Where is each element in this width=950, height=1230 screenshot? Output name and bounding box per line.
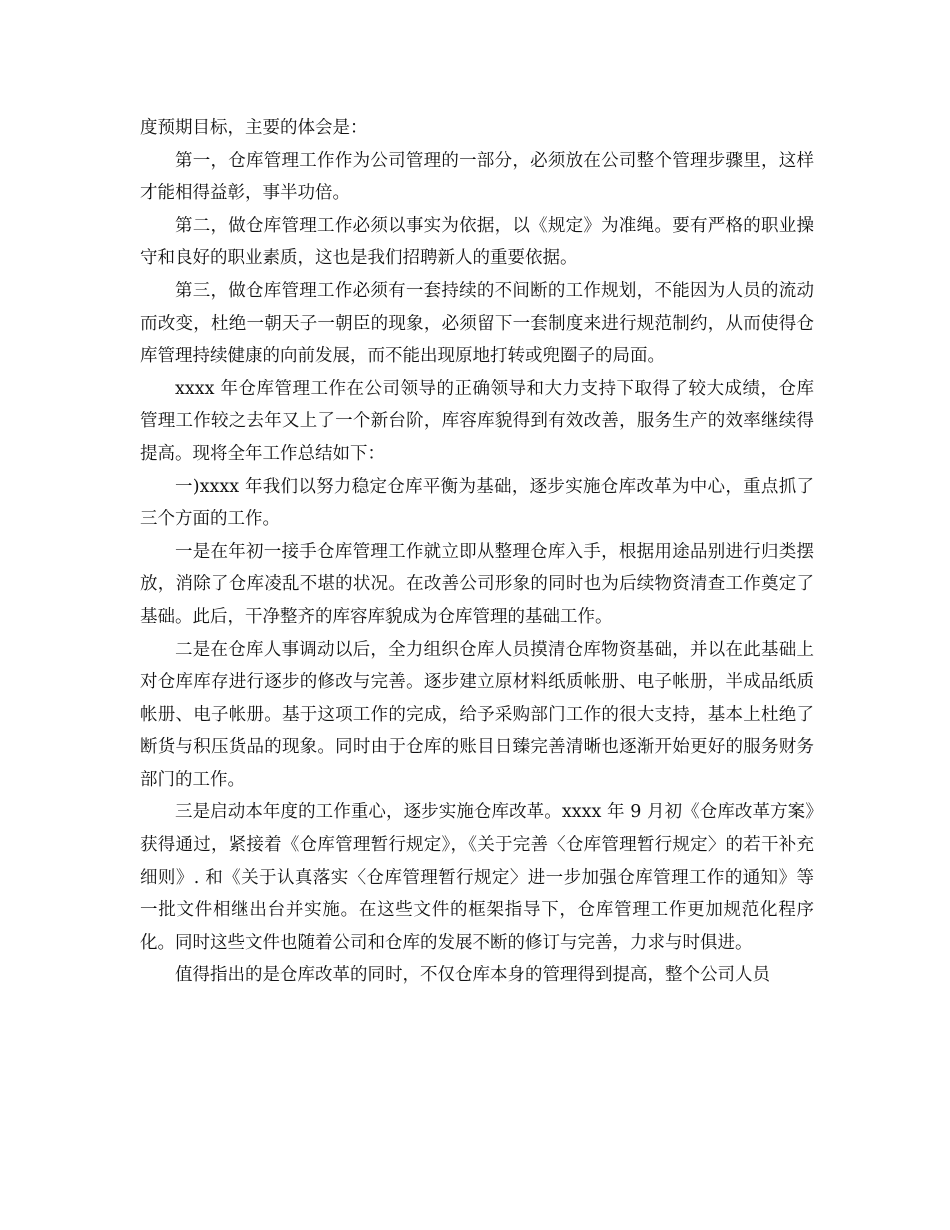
paragraph-annual-summary: xxxx 年仓库管理工作在公司领导的正确领导和大力支持下取得了较大成绩，仓库管理工作较之去年又上了一个新台阶，库容库貌得到有效改善，服务生产的效率继续得提高。现将全年工作总结如下：	[140, 378, 814, 464]
paragraph-task-two: 二是在仓库人事调动以后，全力组织仓库人员摸清仓库物资基础，并以在此基础上对仓库库存进行逐步的修改与完善。逐步建立原材料纸质帐册、电子帐册，半成品纸质帐册、电子帐册。基于这项工作的完成，给予采购部门工作的很大支持，基本上杜绝了断货与积压货品的现象。同时由于仓库的账目日臻完善清晰也逐渐开始更好的服务财务部门的工作。	[140, 639, 814, 790]
paragraph-point-one: 第一，仓库管理工作作为公司管理的一部分，必须放在公司整个管理步骤里，这样才能相得益彰，事半功倍。	[140, 150, 814, 204]
paragraph-point-two: 第二，做仓库管理工作必须以事实为依据，以《规定》为准绳。要有严格的职业操守和良好的职业素质，这也是我们招聘新人的重要依据。	[140, 215, 814, 269]
paragraph-note: 值得指出的是仓库改革的同时，不仅仓库本身的管理得到提高，整个公司人员	[175, 965, 770, 986]
paragraph-section-one: 一)xxxx 年我们以努力稳定仓库平衡为基础，逐步实施仓库改革为中心，重点抓了三个方面的工作。	[140, 476, 814, 530]
paragraph-continuation: 度预期目标，主要的体会是：	[140, 118, 368, 138]
paragraph-task-one: 一是在年初一接手仓库管理工作就立即从整理仓库入手，根据用途品别进行归类摆放，消除了仓库凌乱不堪的状况。在改善公司形象的同时也为后续物资清查工作奠定了基础。此后，干净整齐的库容库貌成为仓库管理的基础工作。	[140, 541, 814, 627]
paragraph-point-three: 第三，做仓库管理工作必须有一套持续的不间断的工作规划，不能因为人员的流动而改变，杜绝一朝天子一朝臣的现象，必须留下一套制度来进行规范制约，从而使得仓库管理持续健康的向前发展，而不能出现原地打转或兜圈子的局面。	[140, 280, 814, 367]
paragraph-task-three: 三是启动本年度的工作重心，逐步实施仓库改革。xxxx 年 9 月初《仓库改革方案》获得通过，紧接着《仓库管理暂行规定》，《关于完善〈仓库管理暂行规定〉的若干补充细则》. 和《关于认真落实〈仓库管理暂行规定〉进一步加强仓库管理工作的通知》等一批文件相继出台并实施。在这些文件的框架指导下，仓库管理工作更加规范化程序化。同时这些文件也随着公司和仓库的发展不断的修订与完善，力求与时俱进。	[140, 802, 814, 953]
